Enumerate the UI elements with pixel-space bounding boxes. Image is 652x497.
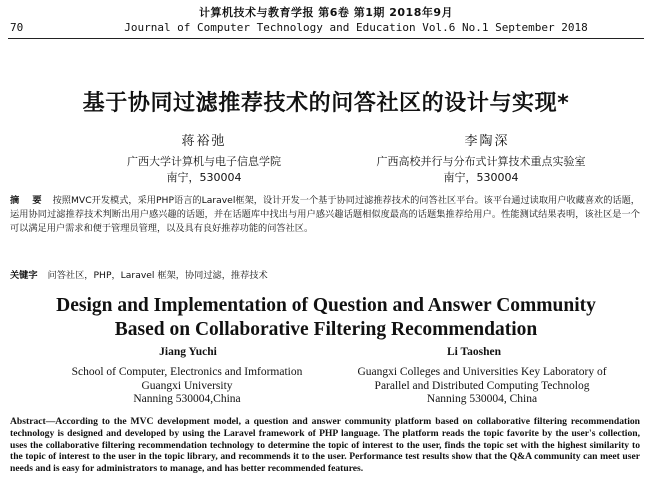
en-title-line2: Based on Collaborative Filtering Recommendation: [114, 319, 538, 340]
cn-abstract-label: 摘 要: [10, 195, 47, 206]
cn-affiliation-2: [336, 154, 626, 186]
cn-title: 基于协同过滤推荐技术的问答社区的设计与实现*: [82, 91, 570, 116]
cn-author-1: 蒋裕弛: [181, 134, 227, 149]
en-abstract-text: —According to the MVC development model, a question and answer community platform based on collaborative filtering recommendation technology is designed and developed by using the Laravel framework of PHP language. The platform reads the topic favorite by the user's collection, uses the collaborative filtering recommendation technology to determine the topic of interest to the user, finds the topic set with the highest similarity to the topic of interest to the user in the topic library, and recommends it to the user. Performance test results show that the Q&A community can meet user needs and is easy for administrators to manage, and has better recommended features.: [10, 416, 640, 475]
en-affiliation-2-line1: Guangxi Colleges and Universities Key Laboratory of: [357, 366, 607, 378]
en-affiliation-1-line3: Nanning 530004,China: [133, 393, 241, 405]
en-affiliation-1: [52, 366, 322, 407]
en-affiliation-2: [332, 366, 632, 407]
cn-affiliation-1-line1: 广西大学计算机与电子信息学院: [127, 155, 281, 168]
cn-affiliation-1-line2: 南宁，530004: [166, 171, 242, 184]
page-number: 70: [10, 21, 24, 34]
running-header-en: Journal of Computer Technology and Education Vol.6 No.1 September 2018: [124, 21, 588, 34]
en-affiliation-1-line1: School of Computer, Electronics and Imformation: [71, 366, 303, 378]
cn-keywords: [10, 267, 640, 281]
en-author-1: Jiang Yuchi: [159, 346, 217, 358]
cn-affiliation-1: [84, 154, 324, 186]
en-affiliation-1-line2: Guangxi University: [141, 379, 233, 392]
en-author-2: Li Taoshen: [446, 346, 502, 358]
cn-author-2: 李陶深: [464, 134, 510, 149]
en-abstract-label: Abstract: [10, 416, 46, 427]
cn-keywords-label: 关键字: [10, 270, 38, 281]
en-affiliation-2-line2: Parallel and Distributed Computing Technolog: [374, 379, 590, 392]
cn-affiliation-2-line1: 广西高校并行与分布式计算技术重点实验室: [376, 155, 586, 168]
en-title: [0, 294, 652, 342]
en-affiliation-2-line3: Nanning 530004, China: [426, 393, 538, 405]
en-abstract: [10, 416, 640, 475]
running-header-cn: 计算机技术与教育学报 第6卷 第1期 2018年9月: [198, 6, 454, 19]
header-rule: [8, 38, 644, 39]
cn-abstract-text: 按照MVC开发模式，采用PHP语言的Laravel框架，设计开发一个基于协同过滤推荐技术的问答社区平台。该平台通过读取用户收藏喜欢的话题，运用协同过滤推荐技术判断出用户感兴趣的话题，并在话题库中找出与用户感兴趣话题相似度最高的话题集推荐给用户。性能测试结果表明，该社区是一个可以满足用户需求和便于管理员管理，以及具有良好推荐功能的问答社区。: [10, 195, 640, 235]
cn-affiliation-2-line2: 南宁，530004: [443, 171, 519, 184]
cn-abstract: [10, 194, 640, 237]
en-title-line1: Design and Implementation of Question and Answer Community: [56, 295, 596, 316]
cn-keywords-text: 问答社区，PHP，Laravel 框架，协同过滤，推荐技术: [47, 270, 268, 281]
